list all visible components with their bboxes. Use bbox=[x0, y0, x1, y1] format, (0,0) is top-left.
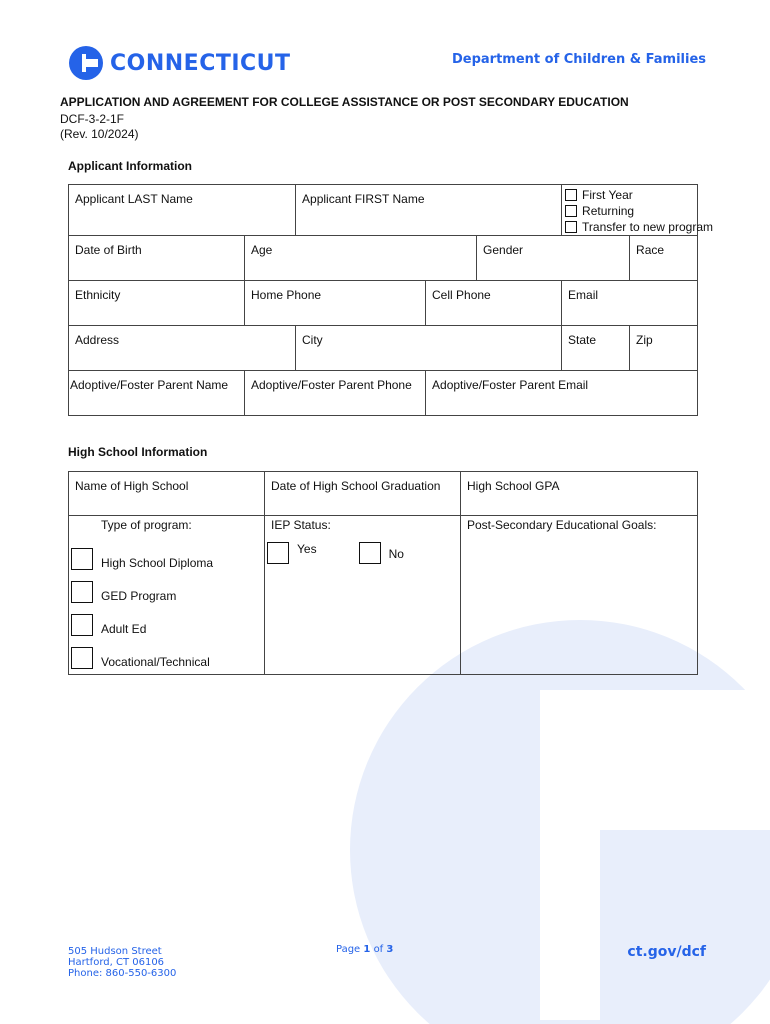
first-year-label: First Year bbox=[582, 188, 633, 202]
ethnicity-label: Ethnicity bbox=[75, 288, 121, 302]
race-field[interactable] bbox=[630, 236, 698, 281]
page-prefix: Page bbox=[336, 944, 361, 955]
program-type-label: Type of program: bbox=[101, 518, 192, 532]
graduation-date-field[interactable] bbox=[265, 472, 461, 516]
page-total: 3 bbox=[386, 944, 394, 955]
department-name: Department of Children & Families bbox=[451, 52, 706, 67]
parent-email-label: Adoptive/Foster Parent Email bbox=[432, 378, 589, 392]
high-school-name-field[interactable] bbox=[69, 472, 265, 516]
applicant-last-name-field[interactable] bbox=[69, 185, 296, 236]
parent-email-field[interactable] bbox=[426, 371, 698, 416]
vocational-checkbox[interactable] bbox=[71, 647, 93, 669]
age-label: Age bbox=[251, 243, 273, 257]
status-option-transfer[interactable] bbox=[565, 219, 713, 235]
state-field[interactable] bbox=[562, 326, 630, 371]
transfer-checkbox[interactable] bbox=[565, 221, 577, 233]
adult-ed-checkbox[interactable] bbox=[71, 614, 93, 636]
transfer-label: Transfer to new program bbox=[582, 220, 713, 234]
home-phone-label: Home Phone bbox=[251, 288, 322, 302]
iep-status-label: IEP Status: bbox=[271, 518, 331, 532]
iep-status-cell bbox=[265, 516, 461, 675]
iep-yes-label: Yes bbox=[297, 542, 317, 556]
address-label: Address bbox=[75, 333, 120, 347]
connecticut-logo bbox=[68, 45, 291, 81]
home-phone-field[interactable] bbox=[245, 281, 426, 326]
parent-phone-field[interactable] bbox=[245, 371, 426, 416]
program-type-cell bbox=[69, 516, 265, 675]
age-field[interactable] bbox=[245, 236, 477, 281]
email-label: Email bbox=[568, 288, 599, 302]
footer-address bbox=[68, 946, 176, 979]
ged-label: GED Program bbox=[101, 588, 177, 603]
gender-label: Gender bbox=[483, 243, 524, 257]
status-option-first-year[interactable] bbox=[565, 187, 691, 203]
gpa-field[interactable] bbox=[461, 472, 698, 516]
page-of: of bbox=[373, 944, 384, 955]
graduation-date-label: Date of High School Graduation bbox=[271, 479, 441, 493]
applicant-section-title: Applicant Information bbox=[68, 159, 192, 173]
zip-field[interactable] bbox=[630, 326, 698, 371]
high-school-form bbox=[68, 471, 697, 675]
race-label: Race bbox=[636, 243, 665, 257]
vocational-label: Vocational/Technical bbox=[101, 654, 210, 669]
iep-no-option[interactable] bbox=[359, 542, 404, 564]
applicant-first-name-field[interactable] bbox=[296, 185, 562, 236]
document-revision: (Rev. 10/2024) bbox=[60, 127, 139, 141]
footer-address-line2: Hartford, CT 06106 bbox=[68, 957, 165, 968]
diploma-label: High School Diploma bbox=[101, 555, 214, 570]
footer-phone: Phone: 860-550-6300 bbox=[68, 968, 177, 979]
page-number bbox=[336, 944, 393, 955]
document-title: APPLICATION AND AGREEMENT FOR COLLEGE ASSISTANCE OR POST SECONDARY EDUCATION bbox=[60, 95, 629, 109]
program-option-adult-ed[interactable] bbox=[71, 608, 264, 641]
iep-yes-checkbox[interactable] bbox=[267, 542, 289, 564]
ethnicity-field[interactable] bbox=[69, 281, 245, 326]
date-of-birth-label: Date of Birth bbox=[75, 243, 142, 257]
iep-no-label: No bbox=[388, 547, 404, 561]
returning-label: Returning bbox=[582, 204, 635, 218]
parent-name-field[interactable] bbox=[69, 371, 245, 416]
high-school-section-title: High School Information bbox=[68, 445, 208, 459]
city-field[interactable] bbox=[296, 326, 562, 371]
program-option-diploma[interactable] bbox=[71, 542, 264, 575]
status-option-returning[interactable] bbox=[565, 203, 691, 219]
page-current: 1 bbox=[363, 944, 371, 955]
applicant-status-options bbox=[562, 185, 713, 236]
high-school-name-label: Name of High School bbox=[75, 479, 189, 493]
adult-ed-label: Adult Ed bbox=[101, 621, 147, 636]
footer-address-line1: 505 Hudson Street bbox=[68, 946, 162, 957]
zip-label: Zip bbox=[636, 333, 653, 347]
iep-yes-option[interactable] bbox=[267, 542, 317, 564]
gpa-label: High School GPA bbox=[467, 479, 560, 493]
educational-goals-label: Post-Secondary Educational Goals: bbox=[467, 518, 657, 532]
program-option-ged[interactable] bbox=[71, 575, 264, 608]
city-label: City bbox=[302, 333, 323, 347]
cell-phone-field[interactable] bbox=[426, 281, 562, 326]
parent-name-label: Adoptive/Foster Parent Name bbox=[70, 378, 229, 392]
address-field[interactable] bbox=[69, 326, 296, 371]
returning-checkbox[interactable] bbox=[565, 205, 577, 217]
connecticut-c-logo-icon bbox=[68, 45, 104, 81]
applicant-last-name-label: Applicant LAST Name bbox=[75, 192, 193, 206]
ged-checkbox[interactable] bbox=[71, 581, 93, 603]
educational-goals-field[interactable] bbox=[461, 516, 698, 675]
document-code: DCF-3-2-1F bbox=[60, 112, 125, 126]
diploma-checkbox[interactable] bbox=[71, 548, 93, 570]
state-label: State bbox=[568, 333, 597, 347]
cell-phone-label: Cell Phone bbox=[432, 288, 491, 302]
first-year-checkbox[interactable] bbox=[565, 189, 577, 201]
applicant-first-name-label: Applicant FIRST Name bbox=[302, 192, 425, 206]
footer-url[interactable]: ct.gov/dcf bbox=[627, 944, 706, 960]
email-field[interactable] bbox=[562, 281, 698, 326]
date-of-birth-field[interactable] bbox=[69, 236, 245, 281]
parent-phone-label: Adoptive/Foster Parent Phone bbox=[251, 378, 412, 392]
iep-no-checkbox[interactable] bbox=[359, 542, 381, 564]
program-option-vocational[interactable] bbox=[71, 641, 264, 674]
logo-text: CONNECTICUT bbox=[110, 50, 291, 76]
gender-field[interactable] bbox=[477, 236, 630, 281]
applicant-form bbox=[68, 184, 713, 416]
